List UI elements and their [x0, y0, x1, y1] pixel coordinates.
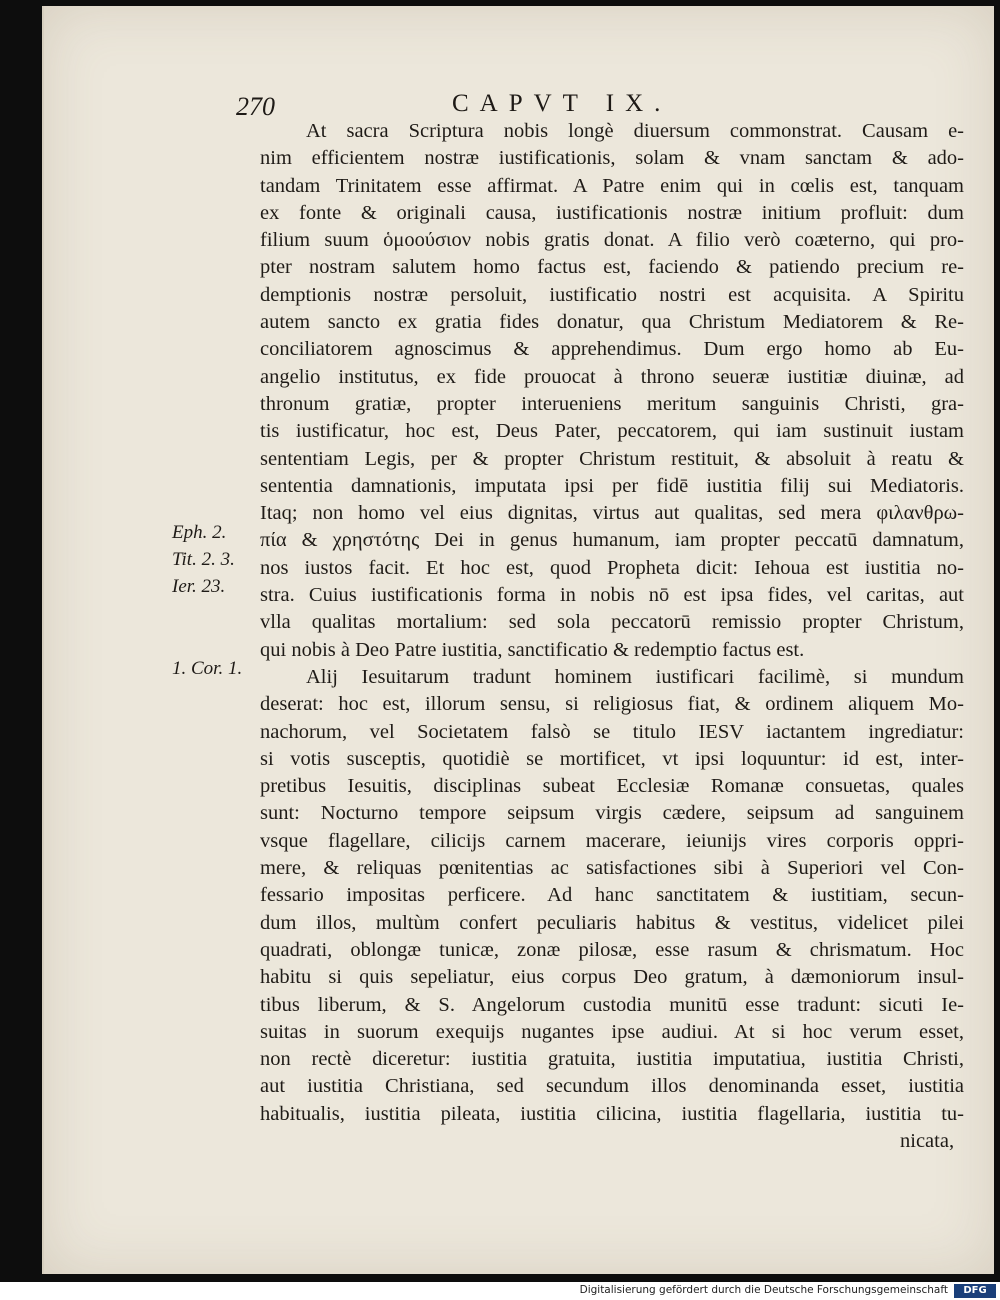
- margin-note-cor: 1. Cor. 1.: [172, 658, 243, 679]
- text-line: vsque flagellare, cilicijs carnem macerare, ieiunijs vires corporis oppri-: [260, 829, 964, 852]
- text-line: quadrati, oblongæ tunicæ, zonæ pilosæ, esse rasum & chrismatum. Hoc: [260, 938, 964, 961]
- text-line: pretibus Iesuitis, disciplinas subeat Ecclesiæ Romanæ consuetas, quales: [260, 775, 964, 798]
- text-line: tibus liberum, & S. Angelorum custodia munitū esse tradunt: sicuti Ie-: [260, 993, 964, 1016]
- text-line: vlla qualitas mortalium: sed sola peccatorū remissio propter Christum,: [260, 611, 964, 634]
- text-line: suitas in suorum exequijs nugantes ipse audiui. At si hoc verum esset,: [260, 1020, 964, 1043]
- text-line: filium suum ὁμοούσιον nobis gratis donat. A filio verò coæterno, qui pro-: [260, 229, 964, 252]
- text-line: mere, & reliquas pœnitentias ac satisfactiones sibi à Superiori vel Con-: [260, 857, 964, 880]
- text-line: nachorum, vel Societatem falsò se titulo IESV iactantem ingrediatur:: [260, 720, 964, 743]
- text-line: deserat: hoc est, illorum sensu, si religiosus fiat, & ordinem aliquem Mo-: [260, 693, 964, 716]
- text-line: qui nobis à Deo Patre iustitia, sanctificatio & redemptio factus est.: [260, 638, 805, 661]
- text-line: stra. Cuius iustificationis forma in nobis nō est ipsa fides, vel caritas, aut: [260, 584, 964, 607]
- text-line: non rectè diceretur: iustitia gratuita, iustitia imputatiua, iustitia Christi,: [260, 1048, 964, 1071]
- text-line: fessario impositas perficere. Ad hanc sanctitatem & iustitiam, secun-: [260, 884, 964, 907]
- text-line: ex fonte & originali causa, iustificationis nostræ initium profluit: dum: [260, 201, 964, 224]
- text-line: sententia damnationis, imputata ipsi per fidē iustitia filij sui Mediatoris.: [260, 474, 964, 497]
- marginalia: [44, 6, 243, 1274]
- chapter-title: CAPVT IX.: [452, 90, 672, 117]
- dfg-logo: DFG: [954, 1284, 996, 1298]
- text-line: thronum gratiæ, propter interueniens meritum sanguinis Christi, gra-: [260, 392, 964, 415]
- text-line: Alij Iesuitarum tradunt hominem iustificari facilimè, si mundum: [306, 665, 964, 688]
- text-line: tis iustificatur, hoc est, Deus Pater, peccatorem, qui iam sustinuit iustam: [260, 420, 964, 443]
- funding-credit: Digitalisierung gefördert durch die Deutsche Forschungsgemeinschaft: [579, 1284, 948, 1296]
- text-line: conciliatorem agnoscimus & apprehendimus. Dum ergo homo ab Eu-: [260, 338, 964, 361]
- text-line: dum illos, multùm confert peculiaris habitus & vestitus, videlicet pilei: [260, 911, 964, 934]
- text-line: aut iustitia Christiana, sed secundum illos denominanda esset, iustitia: [260, 1075, 964, 1098]
- text-line: sunt: Nocturno tempore seipsum virgis cædere, seipsum ad sanguinem: [260, 802, 964, 825]
- page-number: 270: [236, 92, 275, 121]
- catchword: nicata,: [900, 1129, 955, 1152]
- footer-bar: [0, 1282, 1000, 1300]
- text-line: autem sancto ex gratia fides donatur, qua Christum Mediatorem & Re-: [260, 311, 964, 334]
- text-line: Itaq; non homo vel eius dignitas, virtus aut qualitas, sed mera φιλανθρω-: [260, 502, 964, 525]
- text-line: habitualis, iustitia pileata, iustitia cilicina, iustitia flagellaria, iustitia tu-: [260, 1102, 964, 1125]
- text-line: si votis susceptis, quotidiè se mortificet, vt ipsi loquuntur: id est, inter-: [260, 747, 964, 770]
- text-line: tandam Trinitatem esse affirmat. A Patre enim qui in cœlis est, tanquam: [260, 174, 964, 197]
- text-line: πία & χρηστότης Dei in genus humanum, iam propter peccatū damnatum,: [260, 529, 964, 552]
- margin-note-eph: Eph. 2.: [172, 522, 227, 543]
- margin-note-tit: Tit. 2. 3.: [172, 549, 235, 570]
- text-line: nim efficientem nostræ iustificationis, solam & vnam sanctam & ado-: [260, 147, 964, 170]
- text-line: pter nostram salutem homo factus est, faciendo & patiendo precium re-: [260, 256, 964, 279]
- book-page: [42, 6, 994, 1274]
- text-line: At sacra Scriptura nobis longè diuersum commonstrat. Causam e-: [306, 120, 964, 142]
- text-line: nos iustos facit. Et hoc est, quod Propheta dicit: Iehoua est iustitia no-: [260, 556, 964, 579]
- margin-note-ier: Ier. 23.: [172, 576, 226, 597]
- text-line: sententiam Legis, per & propter Christum restituit, & absoluit à reatu &: [260, 447, 964, 470]
- text-line: demptionis nostræ persoluit, iustificatio nostri est acquisita. A Spiritu: [260, 283, 964, 306]
- main-text: [260, 118, 964, 1155]
- text-line: angelio institutus, ex fide prouocat à throno seueræ iustitiæ diuinæ, ad: [260, 365, 964, 388]
- text-line: habitu si quis sepeliatur, eius corpus Deo gratum, à dæmoniorum insul-: [260, 966, 964, 989]
